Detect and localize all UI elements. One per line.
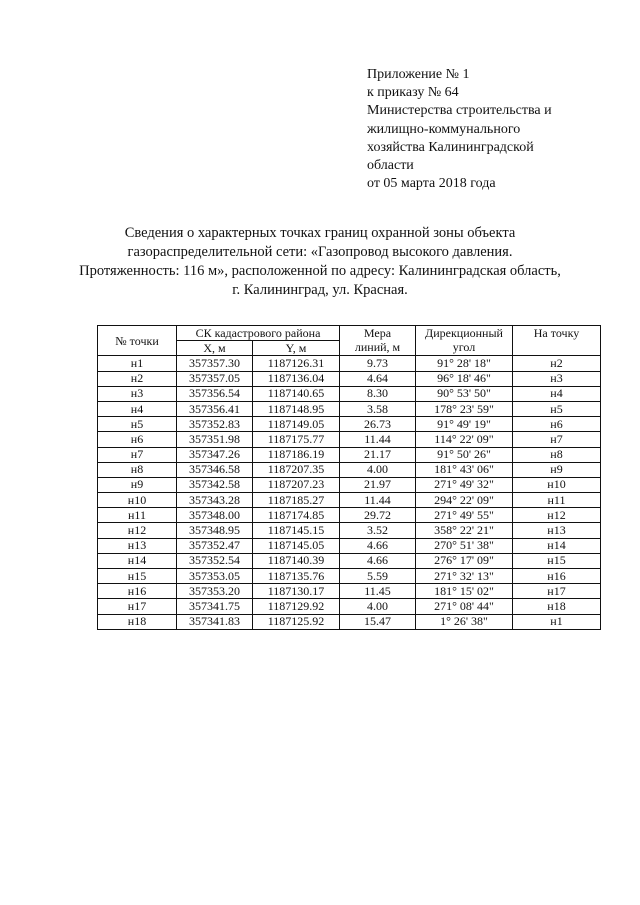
y-cell: 1187145.05 bbox=[253, 538, 340, 553]
table-row bbox=[98, 584, 601, 599]
measure-cell: 3.58 bbox=[340, 401, 416, 416]
title-line: газораспределительной сети: «Газопровод высокого давления. bbox=[127, 244, 513, 260]
point-cell: н13 bbox=[98, 538, 177, 553]
header-x: X, м bbox=[177, 341, 253, 356]
direction-cell: 178° 23' 59" bbox=[416, 401, 513, 416]
table-row bbox=[98, 523, 601, 538]
to-point-cell: н16 bbox=[513, 569, 601, 584]
point-cell: н16 bbox=[98, 584, 177, 599]
direction-cell: 271° 49' 55" bbox=[416, 508, 513, 523]
table-row bbox=[98, 493, 601, 508]
appendix-line: от 05 марта 2018 года bbox=[367, 176, 496, 192]
x-cell: 357353.20 bbox=[177, 584, 253, 599]
appendix-line: Министерства строительства и bbox=[367, 103, 552, 119]
measure-cell: 29.72 bbox=[340, 508, 416, 523]
table-row bbox=[98, 417, 601, 432]
y-cell: 1187149.05 bbox=[253, 417, 340, 432]
y-cell: 1187140.65 bbox=[253, 386, 340, 401]
table-row bbox=[98, 477, 601, 492]
measure-cell: 11.45 bbox=[340, 584, 416, 599]
table-row bbox=[98, 553, 601, 568]
point-cell: н18 bbox=[98, 614, 177, 629]
to-point-cell: н7 bbox=[513, 432, 601, 447]
y-cell: 1187185.27 bbox=[253, 493, 340, 508]
to-point-cell: н17 bbox=[513, 584, 601, 599]
x-cell: 357343.28 bbox=[177, 493, 253, 508]
header-measure-line1: Мера bbox=[363, 326, 392, 340]
table-row bbox=[98, 386, 601, 401]
table-row bbox=[98, 538, 601, 553]
direction-cell: 114° 22' 09" bbox=[416, 432, 513, 447]
measure-cell: 4.00 bbox=[340, 462, 416, 477]
measure-cell: 11.44 bbox=[340, 432, 416, 447]
y-cell: 1187145.15 bbox=[253, 523, 340, 538]
point-cell: н17 bbox=[98, 599, 177, 614]
y-cell: 1187136.04 bbox=[253, 371, 340, 386]
point-cell: н10 bbox=[98, 493, 177, 508]
measure-cell: 4.66 bbox=[340, 553, 416, 568]
to-point-cell: н8 bbox=[513, 447, 601, 462]
to-point-cell: н12 bbox=[513, 508, 601, 523]
header-direction bbox=[416, 326, 513, 356]
header-measure bbox=[340, 326, 416, 356]
to-point-cell: н3 bbox=[513, 371, 601, 386]
point-cell: н9 bbox=[98, 477, 177, 492]
direction-cell: 294° 22' 09" bbox=[416, 493, 513, 508]
x-cell: 357341.83 bbox=[177, 614, 253, 629]
appendix-line: хозяйства Калининградской bbox=[367, 139, 534, 155]
boundary-points-table bbox=[97, 325, 601, 630]
to-point-cell: н13 bbox=[513, 523, 601, 538]
measure-cell: 21.17 bbox=[340, 447, 416, 462]
appendix-line: жилищно-коммунального bbox=[367, 121, 521, 137]
direction-cell: 358° 22' 21" bbox=[416, 523, 513, 538]
table-row bbox=[98, 462, 601, 477]
to-point-cell: н11 bbox=[513, 493, 601, 508]
y-cell: 1187148.95 bbox=[253, 401, 340, 416]
y-cell: 1187140.39 bbox=[253, 553, 340, 568]
y-cell: 1187130.17 bbox=[253, 584, 340, 599]
point-cell: н1 bbox=[98, 356, 177, 371]
y-cell: 1187129.92 bbox=[253, 599, 340, 614]
measure-cell: 4.00 bbox=[340, 599, 416, 614]
x-cell: 357347.26 bbox=[177, 447, 253, 462]
x-cell: 357342.58 bbox=[177, 477, 253, 492]
x-cell: 357341.75 bbox=[177, 599, 253, 614]
x-cell: 357357.30 bbox=[177, 356, 253, 371]
measure-cell: 11.44 bbox=[340, 493, 416, 508]
header-point-number: № точки bbox=[98, 326, 177, 356]
x-cell: 357351.98 bbox=[177, 432, 253, 447]
title-line: Сведения о характерных точках границ охранной зоны объекта bbox=[124, 225, 516, 241]
table-row bbox=[98, 432, 601, 447]
measure-cell: 8.30 bbox=[340, 386, 416, 401]
direction-cell: 91° 28' 18" bbox=[416, 356, 513, 371]
to-point-cell: н9 bbox=[513, 462, 601, 477]
point-cell: н4 bbox=[98, 401, 177, 416]
direction-cell: 1° 26' 38" bbox=[416, 614, 513, 629]
x-cell: 357346.58 bbox=[177, 462, 253, 477]
table-row bbox=[98, 508, 601, 523]
direction-cell: 90° 53' 50" bbox=[416, 386, 513, 401]
point-cell: н11 bbox=[98, 508, 177, 523]
measure-cell: 5.59 bbox=[340, 569, 416, 584]
measure-cell: 4.66 bbox=[340, 538, 416, 553]
y-cell: 1187135.76 bbox=[253, 569, 340, 584]
y-cell: 1187175.77 bbox=[253, 432, 340, 447]
y-cell: 1187125.92 bbox=[253, 614, 340, 629]
direction-cell: 96° 18' 46" bbox=[416, 371, 513, 386]
table-body bbox=[98, 356, 601, 629]
measure-cell: 21.97 bbox=[340, 477, 416, 492]
y-cell: 1187207.35 bbox=[253, 462, 340, 477]
document-title bbox=[40, 224, 600, 300]
header-to-point: На точку bbox=[513, 326, 601, 356]
direction-cell: 271° 08' 44" bbox=[416, 599, 513, 614]
to-point-cell: н10 bbox=[513, 477, 601, 492]
table-row bbox=[98, 569, 601, 584]
y-cell: 1187207.23 bbox=[253, 477, 340, 492]
y-cell: 1187174.85 bbox=[253, 508, 340, 523]
to-point-cell: н1 bbox=[513, 614, 601, 629]
x-cell: 357353.05 bbox=[177, 569, 253, 584]
measure-cell: 4.64 bbox=[340, 371, 416, 386]
point-cell: н2 bbox=[98, 371, 177, 386]
table-row bbox=[98, 371, 601, 386]
point-cell: н12 bbox=[98, 523, 177, 538]
header-direction-line1: Дирекционный bbox=[425, 326, 503, 340]
y-cell: 1187186.19 bbox=[253, 447, 340, 462]
x-cell: 357356.54 bbox=[177, 386, 253, 401]
header-direction-line2: угол bbox=[452, 340, 476, 354]
y-cell: 1187126.31 bbox=[253, 356, 340, 371]
direction-cell: 270° 51' 38" bbox=[416, 538, 513, 553]
to-point-cell: н18 bbox=[513, 599, 601, 614]
x-cell: 357352.83 bbox=[177, 417, 253, 432]
x-cell: 357348.00 bbox=[177, 508, 253, 523]
x-cell: 357357.05 bbox=[177, 371, 253, 386]
table-row bbox=[98, 356, 601, 371]
direction-cell: 271° 32' 13" bbox=[416, 569, 513, 584]
to-point-cell: н15 bbox=[513, 553, 601, 568]
x-cell: 357348.95 bbox=[177, 523, 253, 538]
table-row bbox=[98, 401, 601, 416]
direction-cell: 181° 15' 02" bbox=[416, 584, 513, 599]
measure-cell: 9.73 bbox=[340, 356, 416, 371]
point-cell: н3 bbox=[98, 386, 177, 401]
title-line: Протяженность: 116 м», расположенной по адресу: Калининградская область, bbox=[79, 263, 561, 279]
direction-cell: 276° 17' 09" bbox=[416, 553, 513, 568]
appendix-line: области bbox=[367, 158, 414, 174]
direction-cell: 271° 49' 32" bbox=[416, 477, 513, 492]
header-coordinate-system: СК кадастрового района bbox=[177, 326, 340, 341]
direction-cell: 91° 50' 26" bbox=[416, 447, 513, 462]
appendix-header bbox=[367, 66, 617, 193]
direction-cell: 181° 43' 06" bbox=[416, 462, 513, 477]
to-point-cell: н2 bbox=[513, 356, 601, 371]
x-cell: 357352.54 bbox=[177, 553, 253, 568]
measure-cell: 15.47 bbox=[340, 614, 416, 629]
header-measure-line2: линий, м bbox=[354, 340, 401, 354]
table-row bbox=[98, 599, 601, 614]
to-point-cell: н4 bbox=[513, 386, 601, 401]
to-point-cell: н6 bbox=[513, 417, 601, 432]
point-cell: н15 bbox=[98, 569, 177, 584]
to-point-cell: н14 bbox=[513, 538, 601, 553]
x-cell: 357356.41 bbox=[177, 401, 253, 416]
direction-cell: 91° 49' 19" bbox=[416, 417, 513, 432]
point-cell: н8 bbox=[98, 462, 177, 477]
point-cell: н5 bbox=[98, 417, 177, 432]
measure-cell: 3.52 bbox=[340, 523, 416, 538]
to-point-cell: н5 bbox=[513, 401, 601, 416]
table-row bbox=[98, 614, 601, 629]
appendix-line: Приложение № 1 bbox=[367, 67, 470, 82]
point-cell: н14 bbox=[98, 553, 177, 568]
header-y: Y, м bbox=[253, 341, 340, 356]
point-cell: н6 bbox=[98, 432, 177, 447]
x-cell: 357352.47 bbox=[177, 538, 253, 553]
title-line: г. Калининград, ул. Красная. bbox=[232, 282, 408, 298]
measure-cell: 26.73 bbox=[340, 417, 416, 432]
table-row bbox=[98, 447, 601, 462]
appendix-line: к приказу № 64 bbox=[367, 85, 459, 101]
point-cell: н7 bbox=[98, 447, 177, 462]
